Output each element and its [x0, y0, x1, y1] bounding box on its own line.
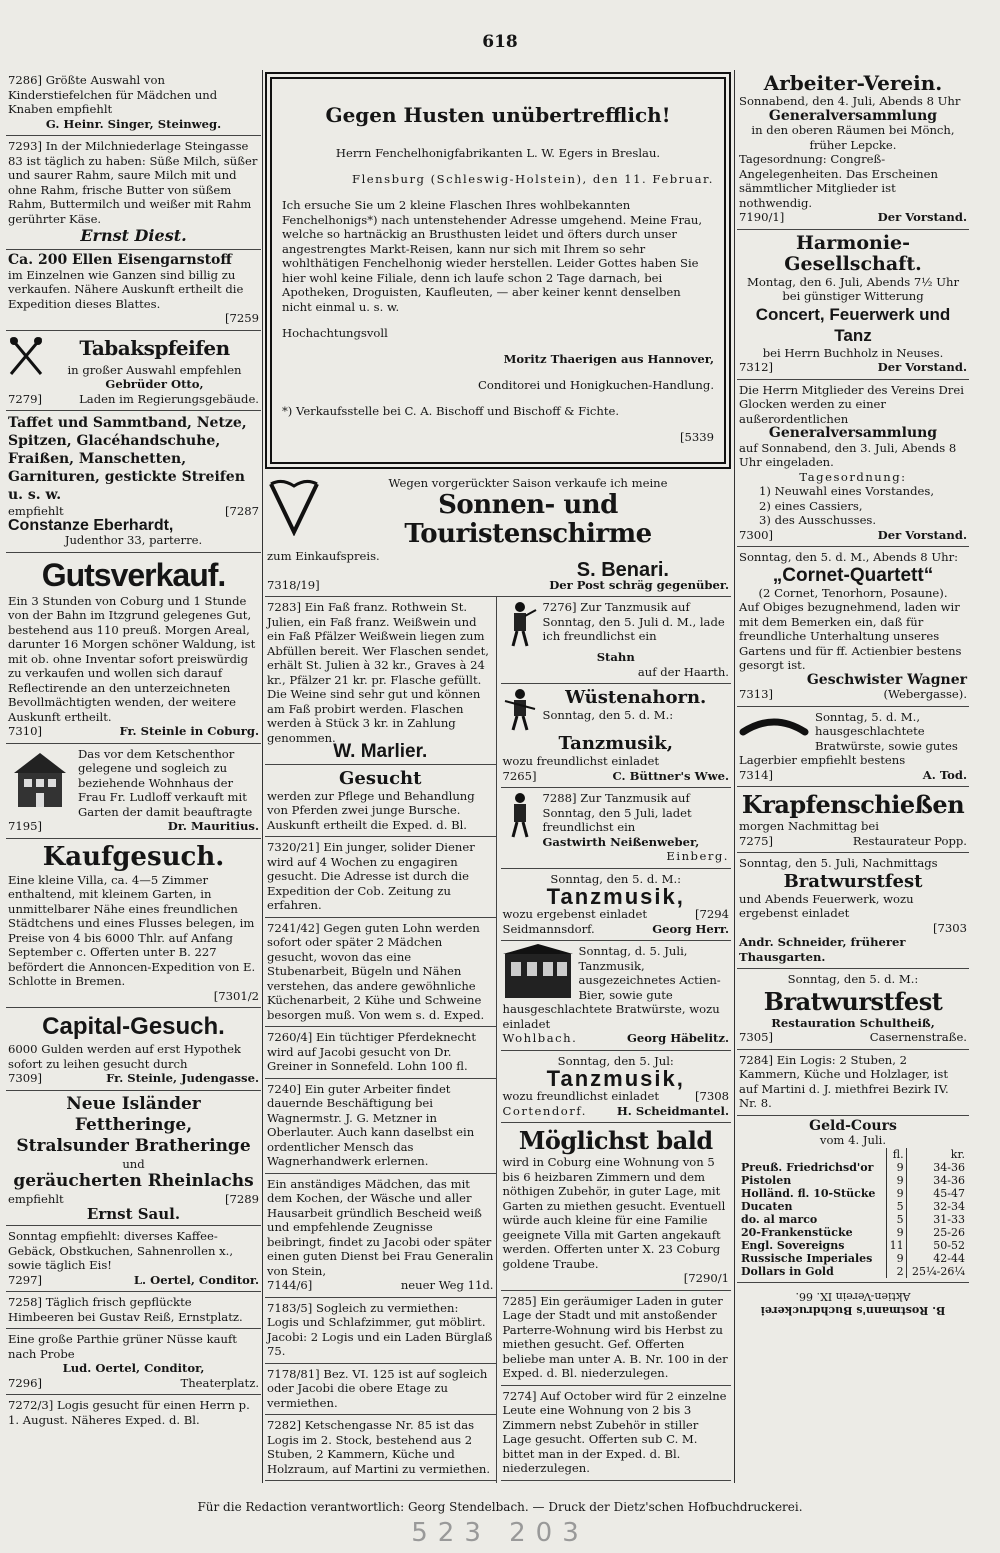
ad-signature: Ernst Saul. — [86, 1204, 181, 1223]
ad-nuesse — [6, 1329, 261, 1395]
ad-text: Die Herrn Mitglieder des Vereins Drei Glocken werden zu einer außerordentlichen — [739, 382, 964, 426]
ad-heading: Kaufgesuch. — [42, 841, 225, 872]
musician-icon — [503, 600, 537, 648]
column-header: kr. — [906, 1148, 967, 1161]
agenda-item: 2) eines Cassiers, — [759, 498, 863, 513]
column-rule — [734, 70, 735, 1483]
ad-text: Hochachtungsvoll — [282, 325, 388, 340]
ad-ketschen — [265, 1415, 496, 1481]
ad-heading: Tanzmusik, — [546, 1066, 685, 1092]
ad-text: Auf Obiges bezugnehmend, laden wir mit dem Bemerken ein, daß für freundliche Unterhaltung unseres Gartens und für ff. Actienbier bestens gesorgt ist. — [739, 600, 962, 672]
ad-label: empfiehlt — [8, 1192, 64, 1206]
ad-text: 7283] Ein Faß franz. Rothwein St. Julien, ein Faß franz. Weißwein und ein Faß Pfälzer Weißwein liegen zum Abfüllen bereit. Wer Flaschen sendet, erhält St. Julien à 32 kr., Graves à 24 kr., Pfälzer 21 kr. pr. Flasche gefüllt. Die Weine sind sehr gut und können am Faß probirt werden. Flaschen werden à Stück 3 kr. in Zahlung genommen. — [267, 600, 489, 745]
table-row — [739, 1161, 967, 1174]
ad-kaufgesuch — [6, 839, 261, 1009]
ad-text: Ein 3 Stunden von Coburg und 1 Stunde von der Bahn im Itzgrund gelegenes Gut, bestehend aus 110 preuß. Morgen Areal, darunter 16 Morgen schöner Waldung, ist mit ob. ohne Inventar sofort preiswürdig zu verkaufen und wollen sich darauf Reflectirende an den unterzeichneten Bevollmächtigten wenden, der weitere Auskunft ertheilt. — [8, 593, 256, 724]
ad-number: [7287 — [224, 504, 259, 518]
ad-text: B. Rostmann's Buchdruckerei — [760, 1303, 946, 1317]
ad-erker — [501, 1481, 732, 1483]
house-icon — [8, 747, 72, 811]
ad-footnote: *) Verkaufsstelle bei C. A. Bischoff und Bischoff & Fichte. — [282, 404, 620, 419]
sausages-icon — [739, 710, 809, 740]
rate-fl: 9 — [886, 1174, 906, 1187]
ad-address: Casernenstraße. — [869, 1030, 967, 1044]
ad-text: Sonnabend, den 4. Juli, Abends 8 Uhr — [739, 94, 961, 108]
ad-heading: Gutsverkauf. — [41, 556, 226, 593]
ad-address: (Webergasse). — [883, 687, 967, 701]
ad-text: 7282] Ketschengasse Nr. 85 ist das Logis im 2. Stock, bestehend aus 2 Stuben, 2 Kammern, Küche und Holzraum, auf Martini zu vermiethen. — [267, 1418, 491, 1476]
ad-laden — [501, 1291, 732, 1386]
ad-moeglichst — [501, 1123, 732, 1291]
ad-address: Restaurateur Popp. — [852, 833, 967, 848]
ad-heringe — [6, 1091, 261, 1227]
ad-heading: Gegen Husten unübertrefflich! — [325, 103, 671, 127]
ad-address: Judenthor 33, parterre. — [64, 533, 203, 547]
ad-heading-text: Arbeiter-Verein. — [763, 71, 943, 95]
middle-subcolumn-left — [265, 597, 497, 1483]
ad-number: 7314] — [739, 767, 774, 782]
ad-number: [7259 — [224, 311, 259, 325]
ad-wuestenahorn — [501, 684, 732, 788]
ad-signature: Fr. Steinle, Judengasse. — [106, 1071, 259, 1085]
ad-heading: Tabakspfeifen — [79, 335, 230, 360]
middle-subcolumn-right — [497, 597, 732, 1483]
rate-fl: 2 — [886, 1265, 906, 1278]
ad-arbeiter — [265, 1079, 496, 1174]
middle-subcolumns — [265, 597, 731, 1483]
ad-firm: Gebrüder Otto, — [105, 377, 204, 391]
ad-text: Wegen vorgerückter Saison verkaufe ich meine — [388, 476, 668, 491]
ad-address: Seidmannsdorf. — [502, 921, 595, 936]
ad-heading: Neue Isländer Fettheringe, — [66, 1093, 201, 1135]
currency-name: Pistolen — [741, 1173, 792, 1187]
ad-text: Eine kleine Villa, ca. 4—5 Zimmer enthaltend, mit kleinem Garten, in unmittelbarer Nähe eines freundlichen Städtchens und eines Flusses belegen, im Preise von 4 bis 6000 Thlr. auf Anfang September c. Offerten unter B. 227 befördert die Annoncen-Expedition von E. Schlotte in Bremen. — [8, 872, 256, 988]
ad-wohnhaus — [6, 744, 261, 839]
ad-text: 7285] Ein geräumiger Laden in guter Lage der Stadt und mit anstoßender Parterre-Wohnung wird bis Herbst zu miethen gesucht. Gef. Offerten beliebe man unter A. B. Nr. 100 in der Exped. d. Bl. niederzulegen. — [502, 1293, 728, 1381]
ad-heading: Krapfenschießen — [741, 790, 965, 819]
ad-heading: Sonnen- und Touristenschirme — [404, 489, 652, 549]
ad-text: Conditorei und Honigkuchen-Handlung. — [478, 377, 714, 392]
ad-text: Sonntag, den 5. d. M., Abends 8 Uhr: — [739, 550, 959, 564]
ad-text: im Einzelnen wie Ganzen sind billig zu verkaufen. Nähere Auskunft ertheilt die Expedition dieses Blattes. — [8, 267, 244, 311]
ad-text: Eine große Parthie grüner Nüsse kauft nach Probe — [8, 1332, 237, 1361]
ad-number: [5339 — [679, 430, 714, 445]
ad-heading: „Cornet-Quartett“ — [772, 564, 934, 586]
ad-number: 7312] — [739, 360, 774, 374]
ad-text: 7276] Zur Tanzmusik auf Sonntag, den 5. Juli d. M., lade ich freundlichst ein — [542, 600, 725, 644]
ad-diener — [265, 837, 496, 918]
ad-text: 7260/4] Ein tüchtiger Pferdeknecht wird auf Jacobi gesucht von Dr. Greiner in Sonnefeld. Lohn 100 fl. — [267, 1030, 477, 1074]
ad-number: 7279] — [8, 391, 43, 406]
currency-name: Ducaten — [741, 1199, 793, 1213]
ad-date: Sonntag, den 5. Jul: — [557, 1053, 674, 1068]
ad-text: Aktien-Verein IX. 66. — [795, 1289, 911, 1303]
ad-text: Sonntag empfiehlt: diverses Kaffee-Gebäck, Obstkuchen, Sahnenrollen x., sowie täglich Eis! — [8, 1229, 234, 1272]
table-row — [739, 1252, 967, 1265]
ad-signature: Dr. Mauritius. — [167, 819, 259, 833]
ad-gesucht — [265, 765, 496, 838]
ad-heading: Bratwurstfest — [763, 986, 943, 1016]
ad-heading: Tanzmusik, — [546, 884, 685, 910]
ad-heading: Generalversammlung — [768, 425, 938, 441]
rate-kr: 34-36 — [906, 1174, 967, 1187]
ad-heading: Wüstenahorn. — [565, 687, 707, 709]
column-header: fl. — [886, 1148, 906, 1161]
ad-signature: C. Büttner's Wwe. — [612, 768, 729, 783]
ad-text: 7286] Größte Auswahl von Kinderstiefelchen für Mädchen und Knaben empfiehlt — [8, 73, 218, 116]
ad-text: Montag, den 6. Juli, Abends 7½ Uhr bei günstiger Witterung — [746, 274, 960, 303]
table-row — [739, 1200, 967, 1213]
rate-fl: 9 — [886, 1252, 906, 1265]
ad-label: empfiehlt — [8, 504, 64, 518]
ad-signature: Constanze Eberhardt, — [8, 516, 174, 534]
ad-text: Sonntag, den 5. Juli, Nachmittags — [739, 856, 938, 870]
rate-kr: 50-52 — [906, 1239, 967, 1252]
ad-number: [7290/1 — [683, 1271, 729, 1286]
ad-maedchen — [265, 918, 496, 1028]
column-right — [737, 70, 969, 1483]
ad-tanzmusik-stahn — [501, 597, 732, 684]
ad-signature: Der Vorstand. — [877, 360, 967, 374]
ad-text: Sonntag, den 5. d. M.: — [787, 972, 919, 986]
currency-name: do. al marco — [741, 1212, 818, 1226]
ad-number: 7144/6] — [267, 1278, 313, 1293]
ad-heading: Ca. 200 Ellen Eisengarnstoff — [8, 252, 232, 268]
currency-name: Russische Imperiales — [741, 1251, 873, 1265]
ad-arbeiterverein — [737, 70, 969, 230]
ad-number: [7294 — [694, 907, 729, 922]
umbrella-icon — [267, 476, 321, 536]
ad-heading: Harmonie-Gesellschaft. — [784, 231, 922, 275]
column-rule — [262, 70, 263, 1483]
rate-kr: 25-26 — [906, 1226, 967, 1239]
ad-cortendorf — [501, 1051, 732, 1124]
rate-kr: 32-34 — [906, 1200, 967, 1213]
table-row — [739, 1239, 967, 1252]
ad-address: Cortendorf. — [502, 1103, 587, 1118]
ad-signature: Geschwister Wagner — [806, 671, 967, 688]
ad-number: 7318/19] — [267, 577, 320, 592]
ad-text: werden zur Pflege und Behandlung von Pferden zwei junge Bursche. Auskunft ertheilt die Exped. d. Bl. — [267, 788, 475, 832]
ad-text: in großer Auswahl empfehlen — [67, 362, 242, 377]
ad-signature: Lud. Oertel, Conditor, — [62, 1361, 205, 1375]
ad-cornet — [737, 547, 969, 707]
ad-text: 7178/81] Bez. VI. 125 ist auf sogleich oder Jacobi die obere Etage zu vermiethen. — [267, 1366, 488, 1410]
ad-number: [7303 — [932, 920, 967, 935]
ad-tabak — [6, 331, 261, 412]
table-header — [739, 1148, 967, 1161]
ad-text: Sonntag, 5. d. M., hausgeschlachtete Bratwürste, sowie gutes Lagerbier empfiehlt bestens — [739, 709, 958, 767]
ad-capital — [6, 1008, 261, 1091]
ad-signature: Georg Herr. — [652, 921, 729, 936]
table-row — [739, 1213, 967, 1226]
ad-wein — [265, 597, 496, 765]
ad-pferdeknecht — [265, 1027, 496, 1079]
ad-text: Herrn Fenchelhonigfabrikanten L. W. Egers in Breslau. — [335, 146, 661, 160]
ad-heading: Stralsunder Bratheringe — [16, 1135, 251, 1156]
ad-address: neuer Weg 11d. — [400, 1278, 494, 1293]
ad-husten — [265, 72, 731, 469]
ad-text: und Abends Feuerwerk, wozu ergebenst einladet — [739, 891, 914, 920]
ad-bez6 — [265, 1364, 496, 1416]
ad-heading: Concert, Feuerwerk und Tanz — [755, 304, 951, 345]
ad-signature: A. Tod. — [922, 767, 967, 782]
ad-text: bei Herrn Buchholz in Neuses. — [762, 345, 944, 360]
ad-number: 7310] — [8, 724, 43, 738]
crossed-pipes-icon — [8, 334, 44, 378]
ad-taffet — [6, 411, 261, 553]
ad-text: wird in Coburg eine Wohnung von 5 bis 6 heizbaren Zimmern und dem nöthigen Zubehör, in guter Lage, mit Garten zu miethen gesucht. Eventuell würde auch kleine für eine Familie geeignete Villa mit Garten angekauft werden. Offerten unter X. 23 Coburg goldene Traube. — [502, 1155, 726, 1271]
rate-fl: 9 — [886, 1187, 906, 1200]
ad-signature: G. Heinr. Singer, Steinweg. — [45, 116, 222, 131]
ad-signature: Moritz Thaerigen aus Hannover, — [503, 351, 714, 366]
ad-signature: W. Marlier. — [333, 741, 428, 763]
ad-address: Theaterplatz. — [180, 1375, 259, 1390]
ad-address: Wohlbach. — [502, 1031, 578, 1046]
ad-text: Ich ersuche Sie um 2 kleine Flaschen Ihres wohlbekannten Fenchelhonigs*) nach untenstehender Adresse umgehend. Meine Frau, welche so hartnäckig an Brusthusten leidet und öfters durch unser angestrengtes Markt-Reisen, kann nur sich mit Ihrem so sehr wohlthätigen Fenchelhonig wieder herstellen. Leider Gottes haben Sie hier wohl keine Filiale, denn ich laufe schon 2 Tage darnach, bei Apotheken, Droguisten, Kaufleuten, — aber keiner kennt denselben nicht einmal u. s. w. — [282, 198, 703, 314]
ad-text: auf Sonnabend, den 3. Juli, Abends 8 Uhr eingeladen. — [739, 440, 957, 469]
musician-icon — [503, 791, 537, 839]
table-row — [739, 1226, 967, 1239]
rate-kr: 31-33 — [906, 1213, 967, 1226]
ad-heading: geräucherten Rheinlachs — [13, 1171, 254, 1191]
ad-number: 7313] — [739, 687, 774, 701]
agenda-item: 1) Neuwahl eines Vorstandes, — [759, 484, 935, 498]
ad-text: 7241/42] Gegen guten Lohn werden sofort oder später 2 Mädchen gesucht, wovon das eine Stubenarbeit, Bügeln und Nähen verstehen, das andere gewöhnliche Küchenarbeit, 2 Kühe und Schweine besorgen muß. Von wem s. d. Exped. — [267, 920, 485, 1022]
ad-text: 7258] Täglich frisch gepflückte Himbeeren bei Gustav Reiß, Ernstplatz. — [8, 1295, 243, 1324]
ad-address: Einberg. — [666, 849, 729, 864]
ad-text: morgen Nachmittag bei — [739, 819, 879, 833]
ad-number: [7308 — [694, 1089, 729, 1104]
ad-text: in den oberen Räumen bei Mönch, früher Lepcke. — [751, 123, 955, 152]
currency-name: Preuß. Friedrichsd'or — [741, 1160, 874, 1174]
ad-date: Sonntag, den 5. d. M.: — [542, 708, 674, 723]
ad-bratwurst-schneider — [737, 853, 969, 969]
ad-heading: Geld-Cours — [809, 1117, 897, 1134]
geld-cours — [737, 1116, 969, 1283]
ad-text: 7284] Ein Logis: 2 Stuben, 2 Kammern, Küche und Holzlager, ist auf Martini d. J. miethfrei Bezirk IV. Nr. 8. — [739, 1052, 949, 1110]
rate-fl: 9 — [886, 1226, 906, 1239]
rate-kr: 45-47 — [906, 1187, 967, 1200]
ad-number: 7305] — [739, 1030, 774, 1044]
inverted-text — [739, 1289, 967, 1317]
ad-number: [7301/2 — [213, 988, 259, 1003]
ad-signature: L. Oertel, Conditor. — [133, 1272, 259, 1287]
page-number: 618 — [482, 32, 518, 52]
ad-address: Der Post schräg gegenüber. — [549, 577, 729, 592]
ad-text: 7272/3] Logis gesucht für einen Herrn p. 1. August. Näheres Exped. d. Bl. — [8, 1398, 250, 1427]
ad-address: auf der Haarth. — [637, 664, 729, 679]
imprint-footer: Für die Redaction verantwortlich: Georg Stendelbach. — Druck der Dietz'schen Hofbuchdruckerei. — [197, 1500, 803, 1514]
column-left — [6, 70, 261, 1483]
ad-heading: Bratwurstfest — [783, 870, 923, 892]
ad-date: vom 4. Juli. — [819, 1133, 887, 1147]
ad-number: 7297] — [8, 1272, 43, 1287]
rate-fl: 5 — [886, 1200, 906, 1213]
ad-number: [7289 — [224, 1192, 259, 1206]
agenda-item: 3) des Ausschusses. — [759, 513, 877, 527]
ad-heading: Generalversammlung — [768, 107, 938, 124]
ad-text: 7293] In der Milchniederlage Steingasse 83 ist täglich zu haben: Süße Milch, süßer und saurer Rahm, saure Milch mit und ohne Rahm, frische Butter von süßem Rahm, Buttermilch und weißer mit Rahm gerührter Käse. — [8, 139, 258, 226]
ad-number: 7195] — [8, 819, 43, 833]
ad-heading: Capital-Gesuch. — [42, 1013, 225, 1040]
ad-bratwurst-schultheiss — [737, 969, 969, 1050]
ad-oktober — [501, 1386, 732, 1481]
ad-tod — [737, 707, 969, 788]
ad-signature: Georg Häbelitz. — [627, 1031, 729, 1046]
ad-logis-martini — [737, 1050, 969, 1116]
rate-fl: 11 — [886, 1239, 906, 1252]
ad-stein — [265, 1174, 496, 1298]
ad-krapfen — [737, 787, 969, 853]
ad-text: Sonntag, d. 5. Juli, Tanzmusik, ausgezeichnetes Actien-Bier, sowie gute hausgeschlachtete Bratwürste, wozu einladet — [502, 944, 721, 1031]
ad-drei-glocken — [737, 380, 969, 548]
ad-date: Sonntag, den 5. d. M.: — [550, 871, 682, 886]
upside-down-notice — [737, 1283, 969, 1323]
ad-oertel — [6, 1226, 261, 1292]
ad-number: 7296] — [8, 1375, 43, 1390]
ad-text: Taffet und Sammtband, Netze, Spitzen, Glacéhandschuhe, Fraißen, Manschetten, Garnituren, gestickte Streifen u. s. w. — [8, 415, 247, 503]
ad-harmonie — [737, 230, 969, 380]
column-middle — [265, 70, 731, 1483]
currency-name: 20-Frankenstücke — [741, 1225, 853, 1239]
rate-kr: 34-36 — [906, 1161, 967, 1174]
ad-signature: H. Scheidmantel. — [616, 1103, 729, 1118]
currency-name: Holländ. fl. 10-Stücke — [741, 1186, 876, 1200]
ad-text: 7274] Auf October wird für 2 einzelne Leute eine Wohnung von 2 bis 3 Zimmern nebst Zubehör in stiller Lage gesucht. Offerten sub C. M. bittet man in der Exped. d. Bl. niederzulegen. — [502, 1388, 727, 1476]
ad-wohlbach — [501, 941, 732, 1051]
ad-text: Ein anständiges Mädchen, das mit dem Kochen, der Wäsche und aller Hausarbeit gründlich Bescheid weiß und empfehlende Zeugnisse beibringt, findet zu Jacobi oder später einen guten Dienst bei Frau Generalin von Stein, — [267, 1176, 494, 1278]
ad-number: 7300] — [739, 527, 774, 542]
ad-text: 7240] Ein guter Arbeiter findet dauernde Beschäftigung bei Wagnermstr. J. G. Metzner in Oberlauter. Auch kann daselbst ein ordentlicher Mensch das Wagnerhandwerk erlernen. — [267, 1081, 475, 1169]
ad-gutsverkauf — [6, 553, 261, 744]
table-row — [739, 1265, 967, 1278]
ad-signature: Der Vorstand. — [877, 210, 967, 224]
ad-himbeeren — [6, 1292, 261, 1329]
ad-signature: Der Vorstand. — [877, 527, 967, 542]
ad-vermiethen — [265, 1481, 496, 1483]
ad-text: 7288] Zur Tanzmusik auf Sonntag, den 5 Juli, ladet freundlichst ein — [542, 791, 692, 835]
ad-number: 7275] — [739, 833, 774, 848]
ad-signature: Fr. Steinle in Coburg. — [119, 724, 259, 738]
ad-number: 7309] — [8, 1071, 43, 1085]
ad-signature: Gastwirth Neißenweber, — [542, 834, 700, 849]
ad-signature: Ernst Diest. — [80, 226, 187, 245]
ad-firm: S. Benari. — [576, 559, 669, 582]
exchange-rate-table — [739, 1148, 967, 1278]
ad-signature: Andr. Schneider, früherer Thausgarten. — [739, 935, 906, 964]
rate-kr: 25¼-26¼ — [906, 1265, 967, 1278]
ad-heading: Möglichst bald — [518, 1126, 713, 1156]
ad-number: 7190/1] — [739, 210, 785, 224]
ad-text: 7320/21] Ein junger, solider Diener wird auf 4 Wochen zu engagiren gesucht. Die Adresse ist durch die Expedition der Cob. Zeitung zu erfahren. — [267, 840, 475, 913]
ad-text: Das vor dem Ketschenthor gelegene und sogleich zu beziehende Wohnhaus der Frau Fr. Ludloff verkauft mit Garten der damit beauftragte — [78, 746, 253, 819]
ad-logis — [6, 1395, 261, 1431]
ad-text: 6000 Gulden werden auf erst Hypothek sofort zu leihen gesucht durch — [8, 1042, 241, 1071]
ad-heading: Gesucht — [339, 767, 422, 789]
table-row — [739, 1187, 967, 1200]
beer-hall-icon — [503, 944, 573, 1000]
ad-text: (2 Cornet, Tenorhorn, Posaune). — [758, 585, 948, 600]
ad-text: und — [122, 1156, 145, 1171]
table-row — [739, 1174, 967, 1187]
ad-text: wozu ergebenst einladet — [502, 907, 647, 922]
currency-name: Dollars in Gold — [741, 1264, 834, 1278]
ad-text: wozu freundlichst einladet — [502, 1089, 659, 1104]
ad-text: Tagesordnung: Congreß-Angelegenheiten. Das Erscheinen sämmtlicher Mitglieder ist nothwendig. — [739, 152, 938, 210]
ad-number: 7265] — [502, 768, 537, 783]
currency-name: Engl. Sovereigns — [741, 1238, 845, 1252]
rate-fl: 9 — [886, 1161, 906, 1174]
ad-eisengarn — [6, 250, 261, 331]
ad-schlafzimmer — [265, 1298, 496, 1364]
ad-kinderstiefel — [6, 70, 261, 136]
ad-seidmannsdorf — [501, 869, 732, 942]
ad-tanzmusik-einberg — [501, 788, 732, 869]
ad-date: Flensburg (Schleswig-Holstein), den 11. Februar. — [352, 172, 714, 187]
ad-heading: Tanzmusik, — [558, 733, 673, 755]
ad-milch — [6, 136, 261, 250]
violinist-icon — [503, 687, 537, 731]
ad-heading — [739, 73, 967, 94]
ad-text: wozu freundlichst einladet — [502, 754, 659, 769]
pencil-annotation: 523 203 — [411, 1518, 589, 1548]
ad-address: Laden im Regierungsgebäude. — [79, 391, 259, 406]
rate-kr: 42-44 — [906, 1252, 967, 1265]
rate-fl: 5 — [886, 1213, 906, 1226]
ad-schirme — [265, 473, 731, 597]
ad-signature: Stahn — [596, 650, 635, 665]
ad-text: Tagesordnung: — [799, 469, 907, 484]
ad-text: 7183/5] Sogleich zu vermiethen: Logis und Schlafzimmer, gut möblirt. Jacobi: 2 Logis und ein Laden Bürglaß 75. — [267, 1300, 493, 1359]
ad-text: zum Einkaufspreis. — [267, 548, 380, 563]
ad-firm: Restauration Schultheiß, — [771, 1015, 935, 1030]
